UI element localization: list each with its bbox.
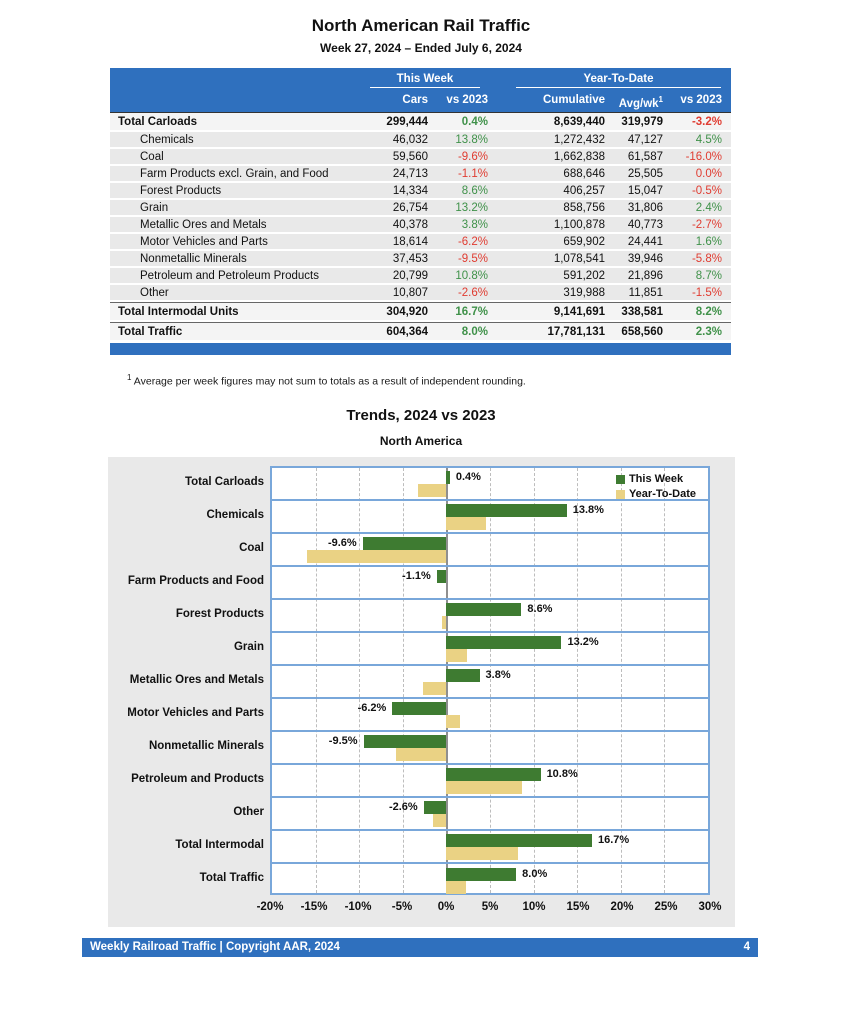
this-week-swatch-icon xyxy=(616,475,625,484)
year-to-date-bar xyxy=(446,715,460,728)
bar-data-label: 13.2% xyxy=(567,635,599,648)
x-axis-tick-label: 20% xyxy=(610,901,634,913)
x-axis-tick-label: 0% xyxy=(437,901,455,913)
week-vs-2023-value: 3.8% xyxy=(461,218,488,231)
table-row xyxy=(110,149,731,166)
table-row xyxy=(110,183,731,200)
legend-entry-year-to-date xyxy=(616,487,696,501)
chart-category-label: Farm Products and Food xyxy=(127,575,264,587)
table-row xyxy=(110,166,731,183)
page-footer xyxy=(82,938,758,957)
table-row xyxy=(110,268,731,285)
chart-band xyxy=(272,732,708,765)
avg-per-week-value: 319,979 xyxy=(621,115,663,128)
cars-value: 304,920 xyxy=(386,305,428,318)
table-footnote: $^1$ Average per week figures may not sum to totals as a result of independent rounding. xyxy=(127,373,526,388)
cars-column-header: Cars xyxy=(402,94,428,106)
chart-subtitle: North America xyxy=(379,434,463,448)
chart-band xyxy=(272,501,708,534)
commodity-name: Chemicals xyxy=(140,133,194,146)
ytd-vs-2023-value: -5.8% xyxy=(691,252,722,265)
table-row xyxy=(110,234,731,251)
ytd-vs-2023-value: -1.5% xyxy=(691,286,722,299)
table-row xyxy=(110,322,731,342)
chart-band xyxy=(272,633,708,666)
bar-data-label: -6.2% xyxy=(357,701,387,714)
commodity-name: Forest Products xyxy=(140,184,222,197)
chart-title: Trends, 2024 vs 2023 xyxy=(346,407,496,424)
x-axis-tick-label: 10% xyxy=(522,901,546,913)
page-number: 4 xyxy=(743,941,750,953)
cumulative-value: 8,639,440 xyxy=(553,115,605,128)
bar-data-label: 10.8% xyxy=(546,767,578,780)
cars-value: 299,444 xyxy=(386,115,428,128)
avg-per-week-value: 15,047 xyxy=(627,184,663,197)
legend-label: This Week xyxy=(628,473,684,485)
bar-data-label: -9.6% xyxy=(327,536,357,549)
this-week-bar xyxy=(446,471,449,484)
table-body xyxy=(110,112,731,342)
chart-plot-area xyxy=(270,466,710,895)
week-vs-2023-column-header: vs 2023 xyxy=(446,94,488,106)
chart-category-label: Other xyxy=(233,806,264,818)
week-vs-2023-value: 13.2% xyxy=(455,201,488,214)
ytd-vs-2023-value: -2.7% xyxy=(691,218,722,231)
week-vs-2023-value: -9.6% xyxy=(457,150,488,163)
footnote-marker: 1 xyxy=(658,95,663,104)
commodity-name: Total Intermodal Units xyxy=(118,305,239,318)
avg-per-week-value: 658,560 xyxy=(621,325,663,338)
year-to-date-bar xyxy=(446,881,466,894)
bar-data-label: 16.7% xyxy=(598,833,630,846)
avg-per-week-value: 47,127 xyxy=(627,133,663,146)
year-to-date-bar xyxy=(442,616,446,629)
table-row xyxy=(110,132,731,149)
commodity-name: Total Traffic xyxy=(118,325,183,338)
ytd-vs-2023-value: -16.0% xyxy=(685,150,722,163)
chart-band xyxy=(272,798,708,831)
x-axis-tick-label: -15% xyxy=(300,901,328,913)
bar-data-label: 8.0% xyxy=(522,867,548,880)
this-week-bar xyxy=(392,702,446,715)
ytd-vs-2023-value: 2.4% xyxy=(695,201,722,214)
commodity-name: Nonmetallic Minerals xyxy=(140,252,247,265)
cars-value: 37,453 xyxy=(392,252,428,265)
avg-per-week-value: 24,441 xyxy=(627,235,663,248)
x-axis-tick-label: 30% xyxy=(698,901,722,913)
cumulative-value: 1,662,838 xyxy=(553,150,605,163)
cumulative-value: 1,100,878 xyxy=(553,218,605,231)
ytd-vs-2023-column-header: vs 2023 xyxy=(680,94,722,106)
chart-category-label: Metallic Ores and Metals xyxy=(129,674,264,686)
cars-value: 10,807 xyxy=(392,286,428,299)
commodity-name: Grain xyxy=(140,201,169,214)
bar-data-label: -9.5% xyxy=(328,734,358,747)
chart-category-label: Nonmetallic Minerals xyxy=(148,740,264,752)
bar-data-label: -1.1% xyxy=(402,569,431,582)
cumulative-value: 591,202 xyxy=(563,269,605,282)
this-week-bar xyxy=(363,537,447,550)
year-to-date-bar xyxy=(396,748,447,761)
ytd-vs-2023-value: 0.0% xyxy=(695,167,722,180)
year-to-date-bar xyxy=(446,781,522,794)
week-vs-2023-value: 0.4% xyxy=(461,115,488,128)
chart-category-label: Forest Products xyxy=(175,608,264,620)
year-to-date-bar xyxy=(423,682,447,695)
year-to-date-bar xyxy=(307,550,447,563)
trends-chart xyxy=(108,457,735,927)
this-week-bar xyxy=(446,868,516,881)
this-week-bar xyxy=(446,603,521,616)
x-axis-tick-label: -10% xyxy=(344,901,372,913)
cars-value: 20,799 xyxy=(392,269,428,282)
avg-per-week-column-header: Avg/$wk^1$ xyxy=(618,95,663,110)
cars-value: 18,614 xyxy=(392,235,428,248)
cumulative-value: 17,781,131 xyxy=(547,325,605,338)
ytd-vs-2023-value: 4.5% xyxy=(695,133,722,146)
this-week-bar xyxy=(446,669,479,682)
cumulative-value: 406,257 xyxy=(563,184,605,197)
this-week-bar xyxy=(446,768,540,781)
avg-per-week-value: 25,505 xyxy=(627,167,663,180)
this-week-bar xyxy=(424,801,447,814)
avg-per-week-value: 31,806 xyxy=(627,201,663,214)
ytd-vs-2023-value: 8.7% xyxy=(695,269,722,282)
chart-category-label: Total Traffic xyxy=(199,872,264,884)
page-title: North American Rail Traffic xyxy=(311,16,531,35)
this-week-bar xyxy=(446,834,592,847)
rail-traffic-table xyxy=(110,68,731,355)
cars-value: 604,364 xyxy=(386,325,428,338)
week-vs-2023-value: 13.8% xyxy=(455,133,488,146)
chart-category-label: Coal xyxy=(239,542,264,554)
report-title-block xyxy=(0,16,842,55)
cumulative-value: 688,646 xyxy=(563,167,605,180)
avg-per-week-value: 11,851 xyxy=(628,286,663,299)
cumulative-value: 659,902 xyxy=(563,235,605,248)
table-row xyxy=(110,302,731,322)
week-vs-2023-value: 8.0% xyxy=(461,325,488,338)
cumulative-value: 319,988 xyxy=(563,286,605,299)
this-week-bar xyxy=(364,735,447,748)
footer-text: Weekly Railroad Traffic | Copyright AAR, 2024 xyxy=(90,941,340,953)
table-row xyxy=(110,251,731,268)
x-axis-tick-label: 5% xyxy=(481,901,499,913)
chart-band xyxy=(272,699,708,732)
chart-bands xyxy=(272,468,708,893)
this-week-bar xyxy=(446,636,561,649)
week-vs-2023-value: -1.1% xyxy=(457,167,488,180)
chart-category-labels xyxy=(108,466,264,895)
year-to-date-group-header: Year-To-Date xyxy=(506,68,731,90)
legend-entry-this-week xyxy=(616,472,696,486)
table-row xyxy=(110,112,731,132)
x-axis-tick-label: -5% xyxy=(391,901,413,913)
commodity-name: Total Carloads xyxy=(118,115,198,128)
legend-label: Year-To-Date xyxy=(628,488,696,500)
table-header xyxy=(110,68,731,112)
ytd-vs-2023-value: -0.5% xyxy=(691,184,722,197)
chart-band xyxy=(272,534,708,567)
chart-category-label: Petroleum and Products xyxy=(131,773,264,785)
this-week-group-header: This Week xyxy=(360,68,490,90)
ytd-vs-2023-value: 1.6% xyxy=(695,235,722,248)
cars-value: 59,560 xyxy=(392,150,428,163)
cumulative-value: 858,756 xyxy=(563,201,605,214)
chart-category-label: Total Carloads xyxy=(184,476,264,488)
page-subtitle: Week 27, 2024 – Ended July 6, 2024 xyxy=(320,41,522,55)
x-axis-tick-label: 15% xyxy=(566,901,590,913)
week-vs-2023-value: -2.6% xyxy=(457,286,488,299)
avg-per-week-value: 21,896 xyxy=(627,269,663,282)
avg-per-week-value: 39,946 xyxy=(627,252,663,265)
commodity-name: Petroleum and Petroleum Products xyxy=(140,269,319,282)
cumulative-value: 1,078,541 xyxy=(553,252,605,265)
table-row xyxy=(110,200,731,217)
week-vs-2023-value: 8.6% xyxy=(461,184,488,197)
commodity-name: Farm Products excl. Grain, and Food xyxy=(140,167,329,180)
cars-value: 14,334 xyxy=(392,184,428,197)
cars-value: 24,713 xyxy=(392,167,428,180)
avg-per-week-value: 338,581 xyxy=(621,305,663,318)
chart-band xyxy=(272,831,708,864)
commodity-name: Metallic Ores and Metals xyxy=(140,218,267,231)
week-vs-2023-value: -9.5% xyxy=(457,252,488,265)
year-to-date-bar xyxy=(446,517,485,530)
bar-data-label: 13.8% xyxy=(572,503,604,516)
bar-data-label: -2.6% xyxy=(388,800,418,813)
this-week-bar xyxy=(437,570,447,583)
ytd-vs-2023-value: 2.3% xyxy=(695,325,722,338)
chart-band xyxy=(272,567,708,600)
commodity-name: Motor Vehicles and Parts xyxy=(140,235,268,248)
cumulative-value: 1,272,432 xyxy=(553,133,605,146)
cars-value: 26,754 xyxy=(392,201,428,214)
week-vs-2023-value: 16.7% xyxy=(455,305,488,318)
table-group-header-row xyxy=(110,68,731,90)
year-to-date-bar xyxy=(418,484,446,497)
chart-band xyxy=(272,864,708,897)
chart-band xyxy=(272,666,708,699)
chart-legend xyxy=(616,472,696,502)
table-column-header-row xyxy=(110,90,731,112)
chart-x-axis xyxy=(256,901,722,917)
ytd-vs-2023-value: 8.2% xyxy=(695,305,722,318)
chart-category-label: Motor Vehicles and Parts xyxy=(127,707,264,719)
chart-category-label: Grain xyxy=(233,641,264,653)
table-row xyxy=(110,285,731,302)
this-week-bar xyxy=(446,504,566,517)
x-axis-tick-label: 25% xyxy=(654,901,678,913)
chart-category-label: Chemicals xyxy=(206,509,264,521)
ytd-vs-2023-value: -3.2% xyxy=(691,115,722,128)
table-bottom-bar xyxy=(110,343,731,355)
cars-value: 46,032 xyxy=(392,133,428,146)
cumulative-column-header: Cumulative xyxy=(543,94,605,106)
chart-band xyxy=(272,600,708,633)
chart-category-label: Total Intermodal xyxy=(175,839,264,851)
cars-value: 40,378 xyxy=(392,218,428,231)
year-to-date-bar xyxy=(446,649,467,662)
year-to-date-swatch-icon xyxy=(616,490,625,499)
commodity-name: Other xyxy=(140,286,169,299)
commodity-name: Coal xyxy=(140,150,164,163)
x-axis-tick-label: -20% xyxy=(256,901,284,913)
avg-per-week-value: 61,587 xyxy=(627,150,663,163)
bar-data-label: 0.4% xyxy=(455,470,481,483)
week-vs-2023-value: -6.2% xyxy=(457,235,488,248)
bar-data-label: 3.8% xyxy=(485,668,511,681)
week-vs-2023-value: 10.8% xyxy=(455,269,488,282)
year-to-date-bar xyxy=(433,814,446,827)
bar-data-label: 8.6% xyxy=(527,602,553,615)
chart-band xyxy=(272,765,708,798)
cumulative-value: 9,141,691 xyxy=(553,305,605,318)
avg-per-week-value: 40,773 xyxy=(627,218,663,231)
table-row xyxy=(110,217,731,234)
year-to-date-bar xyxy=(446,847,518,860)
